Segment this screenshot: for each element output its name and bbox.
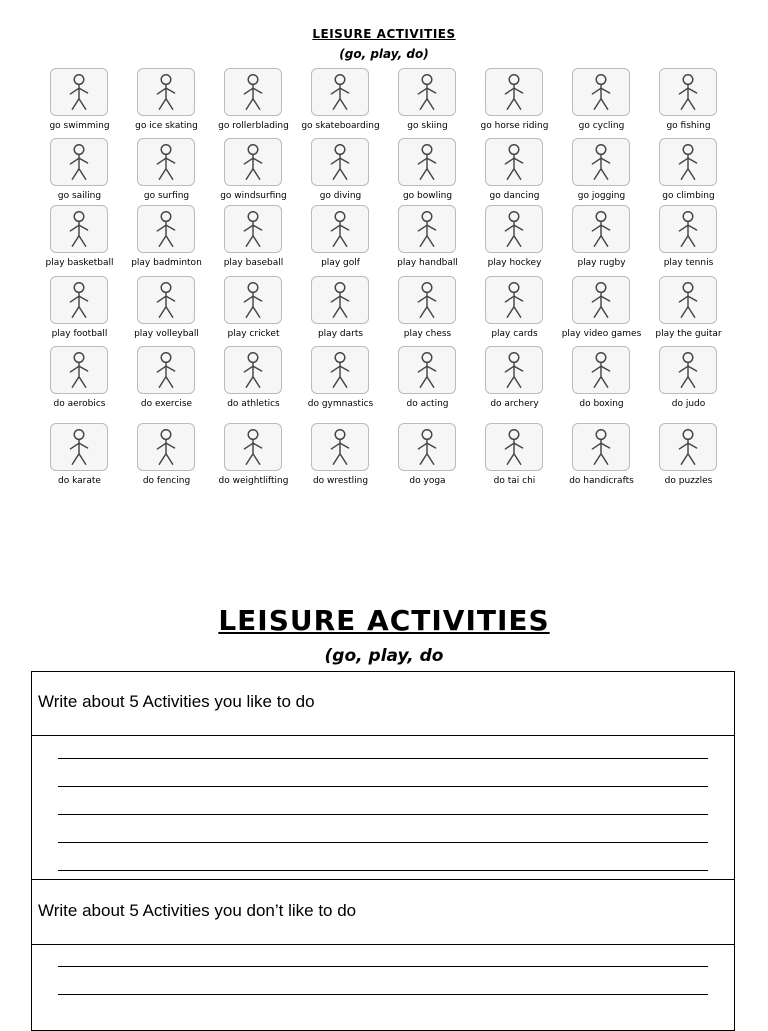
- activity-card: [645, 421, 732, 501]
- activity-illustration-icon: [311, 346, 369, 394]
- prompt-dislike: Write about 5 Activities you don’t like to do: [38, 901, 357, 920]
- activity-card: [558, 421, 645, 501]
- activity-label: play hockey: [487, 258, 542, 268]
- activity-label: do fencing: [142, 476, 191, 486]
- activity-label: play badminton: [131, 258, 202, 268]
- activity-label: do wrestling: [312, 476, 369, 486]
- activity-card: [558, 66, 645, 136]
- activity-card: [210, 136, 297, 203]
- activity-label: go dancing: [489, 191, 540, 201]
- writing-line[interactable]: [58, 842, 708, 843]
- activity-card: [210, 344, 297, 421]
- page-subtitle: (go, play, do): [339, 47, 429, 61]
- activity-label: go surfing: [143, 191, 190, 201]
- activity-illustration-icon: [224, 68, 282, 116]
- activity-label: play rugby: [577, 258, 626, 268]
- activity-label: play darts: [317, 329, 364, 339]
- activity-label: do puzzles: [664, 476, 713, 486]
- activity-illustration-icon: [50, 346, 108, 394]
- activity-label: play handball: [397, 258, 458, 268]
- activity-card: [297, 421, 384, 501]
- activity-illustration-icon: [50, 276, 108, 324]
- activity-label: play the guitar: [655, 329, 722, 339]
- activity-card: [210, 203, 297, 274]
- activity-illustration-icon: [572, 138, 630, 186]
- activity-card: [471, 274, 558, 344]
- activity-illustration-icon: [659, 68, 717, 116]
- activity-illustration-icon: [137, 138, 195, 186]
- activity-illustration-icon: [137, 205, 195, 253]
- activity-illustration-icon: [137, 346, 195, 394]
- activity-card: [210, 421, 297, 501]
- activity-card: [471, 136, 558, 203]
- activity-card: [297, 203, 384, 274]
- activity-label: go rollerblading: [218, 121, 289, 131]
- activity-illustration-icon: [572, 68, 630, 116]
- activity-label: do yoga: [409, 476, 446, 486]
- activity-label: go bowling: [402, 191, 453, 201]
- activity-label: play baseball: [223, 258, 284, 268]
- activity-illustration-icon: [398, 423, 456, 471]
- activity-card: [384, 203, 471, 274]
- activity-card: [36, 274, 123, 344]
- activity-label: play basketball: [45, 258, 114, 268]
- activity-label: play chess: [403, 329, 452, 339]
- writing-line[interactable]: [58, 814, 708, 815]
- activity-illustration-icon: [224, 423, 282, 471]
- activity-label: go sailing: [57, 191, 102, 201]
- activity-label: go fishing: [666, 121, 711, 131]
- activity-label: do gymnastics: [307, 399, 374, 409]
- activity-illustration-icon: [572, 423, 630, 471]
- activity-illustration-icon: [485, 276, 543, 324]
- activity-illustration-icon: [311, 276, 369, 324]
- activity-label: do aerobics: [53, 399, 106, 409]
- activity-illustration-icon: [50, 423, 108, 471]
- activity-card: [123, 274, 210, 344]
- prompt-like: Write about 5 Activities you like to do: [38, 692, 315, 711]
- activity-illustration-icon: [50, 205, 108, 253]
- activity-illustration-icon: [485, 346, 543, 394]
- worksheet-subtitle: (go, play, do: [324, 646, 444, 666]
- activity-card: [36, 203, 123, 274]
- activity-label: do archery: [490, 399, 539, 409]
- activity-card: [297, 136, 384, 203]
- activity-label: do exercise: [140, 399, 193, 409]
- worksheet-title: LEISURE ACTIVITIES: [218, 604, 550, 637]
- activity-label: go skiing: [407, 121, 448, 131]
- activity-card: [645, 136, 732, 203]
- activity-illustration-icon: [398, 346, 456, 394]
- activity-illustration-icon: [398, 138, 456, 186]
- activity-card: [123, 66, 210, 136]
- activity-label: go swimming: [49, 121, 110, 131]
- activity-label: go diving: [319, 191, 362, 201]
- activity-card: [471, 66, 558, 136]
- activity-illustration-icon: [311, 68, 369, 116]
- activity-illustration-icon: [137, 68, 195, 116]
- activity-card: [645, 66, 732, 136]
- activity-label: play cards: [491, 329, 538, 339]
- activity-illustration-icon: [311, 138, 369, 186]
- activity-card: [123, 136, 210, 203]
- activity-card: [210, 274, 297, 344]
- activity-illustration-icon: [311, 423, 369, 471]
- activity-illustration-icon: [572, 276, 630, 324]
- activity-label: do boxing: [579, 399, 624, 409]
- activity-card: [645, 344, 732, 421]
- activity-label: play video games: [561, 329, 642, 339]
- activity-illustration-icon: [224, 346, 282, 394]
- activity-illustration-icon: [485, 138, 543, 186]
- activity-label: play football: [51, 329, 108, 339]
- writing-line[interactable]: [58, 870, 708, 871]
- activity-illustration-icon: [50, 138, 108, 186]
- activity-card: [471, 203, 558, 274]
- page-title: LEISURE ACTIVITIES: [312, 27, 456, 41]
- activity-label: do weightlifting: [218, 476, 289, 486]
- activity-illustration-icon: [659, 423, 717, 471]
- activity-illustration-icon: [311, 205, 369, 253]
- activity-illustration-icon: [398, 68, 456, 116]
- writing-line[interactable]: [58, 994, 708, 995]
- table-divider: [32, 944, 734, 945]
- activity-label: go cycling: [578, 121, 625, 131]
- activity-card: [123, 344, 210, 421]
- activity-label: do acting: [406, 399, 449, 409]
- activity-illustration-icon: [485, 423, 543, 471]
- activity-illustration-icon: [572, 346, 630, 394]
- activity-label: play cricket: [227, 329, 280, 339]
- activity-card: [471, 421, 558, 501]
- activity-card: [210, 66, 297, 136]
- activity-card: [123, 203, 210, 274]
- activity-label: go ice skating: [135, 121, 198, 131]
- activity-card: [36, 344, 123, 421]
- activity-card: [36, 136, 123, 203]
- activity-card: [645, 274, 732, 344]
- activity-card: [297, 274, 384, 344]
- activity-label: go climbing: [662, 191, 715, 201]
- activity-label: go skateboarding: [301, 121, 380, 131]
- activity-card: [384, 344, 471, 421]
- activity-label: play tennis: [663, 258, 714, 268]
- activity-illustration-icon: [50, 68, 108, 116]
- activity-label: play golf: [321, 258, 360, 268]
- activity-label: do judo: [671, 399, 706, 409]
- activity-card: [384, 136, 471, 203]
- activity-illustration-icon: [659, 205, 717, 253]
- activity-illustration-icon: [659, 346, 717, 394]
- activity-card: [558, 136, 645, 203]
- activity-label: go horse riding: [480, 121, 549, 131]
- writing-line[interactable]: [58, 758, 708, 759]
- activity-card: [384, 274, 471, 344]
- activity-card: [558, 344, 645, 421]
- activity-illustration-icon: [224, 138, 282, 186]
- activity-card: [384, 66, 471, 136]
- table-divider: [32, 879, 734, 880]
- activity-card: [297, 344, 384, 421]
- activity-illustration-icon: [398, 205, 456, 253]
- activity-illustration-icon: [224, 276, 282, 324]
- activity-illustration-icon: [485, 205, 543, 253]
- writing-line[interactable]: [58, 786, 708, 787]
- activity-card: [558, 203, 645, 274]
- activity-illustration-icon: [572, 205, 630, 253]
- table-divider: [32, 735, 734, 736]
- activity-label: go windsurfing: [220, 191, 287, 201]
- activity-illustration-icon: [137, 423, 195, 471]
- activity-card: [645, 203, 732, 274]
- activity-illustration-icon: [659, 138, 717, 186]
- activity-grid: [36, 66, 732, 501]
- activity-card: [36, 421, 123, 501]
- activity-label: play volleyball: [134, 329, 199, 339]
- writing-line[interactable]: [58, 966, 708, 967]
- worksheet-table: [31, 671, 735, 1031]
- activity-card: [384, 421, 471, 501]
- activity-card: [558, 274, 645, 344]
- activity-illustration-icon: [137, 276, 195, 324]
- activity-card: [123, 421, 210, 501]
- activity-card: [471, 344, 558, 421]
- activity-illustration-icon: [224, 205, 282, 253]
- activity-label: do handicrafts: [569, 476, 634, 486]
- activity-card: [297, 66, 384, 136]
- activity-illustration-icon: [485, 68, 543, 116]
- activity-card: [36, 66, 123, 136]
- activity-label: do tai chi: [493, 476, 536, 486]
- activity-illustration-icon: [659, 276, 717, 324]
- activity-label: go jogging: [577, 191, 626, 201]
- activity-label: do karate: [58, 476, 101, 486]
- activity-label: do athletics: [227, 399, 280, 409]
- activity-illustration-icon: [398, 276, 456, 324]
